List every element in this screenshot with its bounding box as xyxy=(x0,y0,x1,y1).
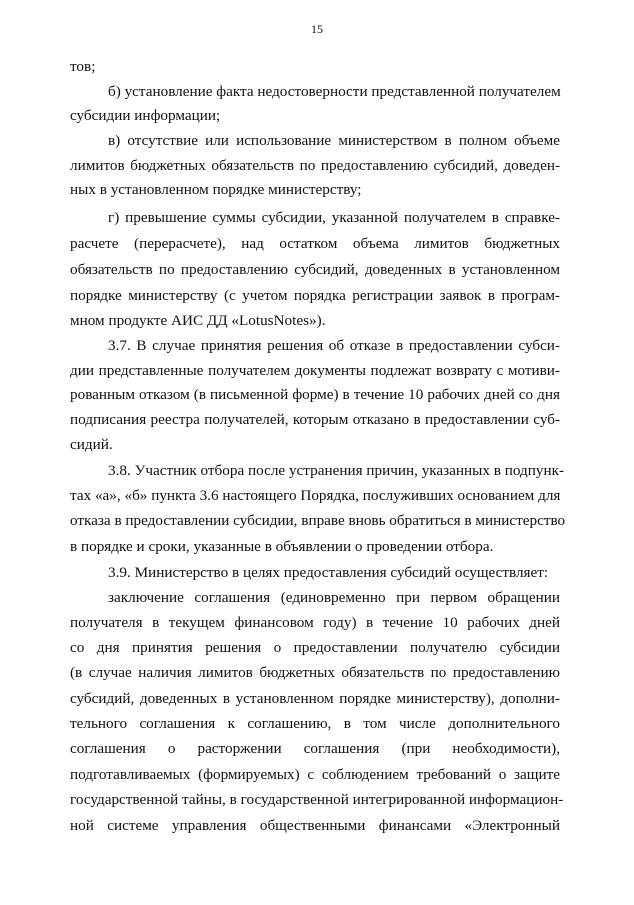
text-line: 3.8. Участник отбора после устранения причин, указанных в подпунк- xyxy=(108,462,565,479)
text-line: отказа в предоставлении субсидии, вправе вновь обратиться в министерство xyxy=(70,512,566,529)
text-line: порядке министерству (с учетом порядка регистрации заявок в програм- xyxy=(70,287,560,304)
text-line: 3.7. В случае принятия решения об отказе в предоставлении субси- xyxy=(108,337,560,354)
text-line: подписания реестра получателей, которым отказано в предоставлении суб- xyxy=(70,411,560,428)
text-line: сидий. xyxy=(70,436,113,453)
page-number: 15 xyxy=(311,22,323,36)
text-line: г) превышение суммы субсидии, указанной получателем в справке- xyxy=(108,209,560,226)
text-line: лимитов бюджетных обязательств по предоставлению субсидий, доведен- xyxy=(70,157,560,174)
text-line: ных в установленном порядке министерству; xyxy=(70,181,362,198)
text-line: обязательств по предоставлению субсидий, доведенных в установленном xyxy=(70,261,560,278)
text-line: ной системе управления общественными финансами «Электронный xyxy=(70,817,560,834)
text-line: субсидии информации; xyxy=(70,107,221,124)
text-line: получателя в текущем финансовом году) в течение 10 рабочих дней xyxy=(70,614,560,631)
text-line: расчете (перерасчете), над остатком объема лимитов бюджетных xyxy=(70,235,560,252)
text-line: мном продукте АИС ДД «LotusNotes»). xyxy=(70,312,326,329)
text-line: тельного соглашения к соглашению, в том числе дополнительного xyxy=(70,715,560,732)
text-line: в порядке и сроки, указанные в объявлении о проведении отбора. xyxy=(70,538,494,555)
text-line: б) установление факта недостоверности представленной получателем xyxy=(108,83,561,100)
text-line: соглашения о расторжении соглашения (при необходимости), xyxy=(70,740,560,757)
text-line: со дня принятия решения о предоставлении получателю субсидии xyxy=(70,639,560,656)
text-line: в) отсутствие или использование министерством в полном объеме xyxy=(108,132,560,149)
text-line: государственной тайны, в государственной интегрированной информацион- xyxy=(70,791,564,808)
text-line: 3.9. Министерство в целях предоставления субсидий осуществляет: xyxy=(108,564,549,581)
text-line: субсидий, доведенных в установленном порядке министерству), дополни- xyxy=(70,690,560,707)
text-line: заключение соглашения (единовременно при первом обращении xyxy=(108,589,560,606)
text-line: тов; xyxy=(70,58,96,75)
text-line: подготавливаемых (формируемых) с соблюдением требований о защите xyxy=(70,766,560,783)
text-line: (в случае наличия лимитов бюджетных обязательств по предоставлению xyxy=(70,664,560,681)
text-line: тах «а», «б» пункта 3.6 настоящего Порядка, послуживших основанием для xyxy=(70,487,561,504)
text-line: дии представленные получателем документы подлежат возврату с мотиви- xyxy=(70,362,560,379)
text-line: рованным отказом (в письменной форме) в течение 10 рабочих дней со дня xyxy=(70,386,560,403)
